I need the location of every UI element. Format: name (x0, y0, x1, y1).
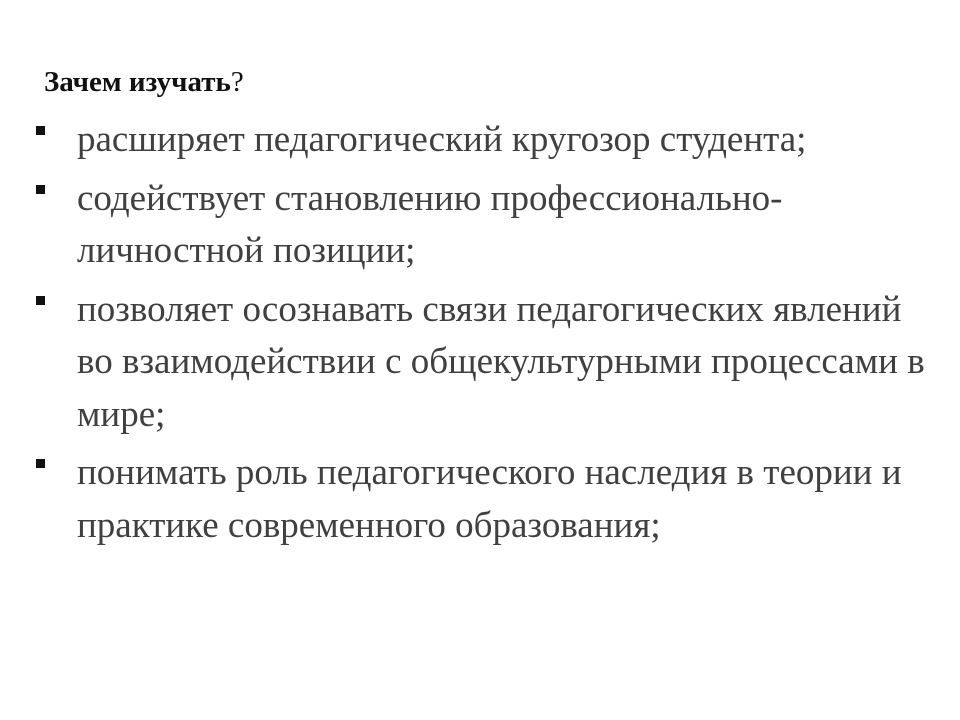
square-bullet-icon (36, 459, 45, 468)
bullet-item-1 (30, 114, 930, 167)
bullet-list (30, 114, 930, 558)
bullet-text-1: расширяет педагогический кругозор студента; (77, 119, 807, 160)
bullet-item-2 (30, 173, 930, 278)
square-bullet-icon (36, 185, 45, 194)
square-bullet-icon (36, 126, 45, 135)
slide-heading (44, 64, 244, 100)
bullet-text-4: понимать роль педагогического наследия в теории и практике современного образования; (77, 452, 902, 546)
bullet-item-4 (30, 447, 930, 552)
heading-suffix: ? (230, 66, 244, 98)
bullet-text-2: содействует становлению профессионально-личностной позиции; (77, 177, 783, 271)
bullet-text-3: позволяет осознавать связи педагогических явлений во взаимодействии с общекультурными процессами в мире; (77, 288, 925, 435)
heading-bold-text: Зачем изучать (44, 66, 231, 98)
bullet-item-3 (30, 284, 930, 442)
square-bullet-icon (36, 296, 45, 305)
